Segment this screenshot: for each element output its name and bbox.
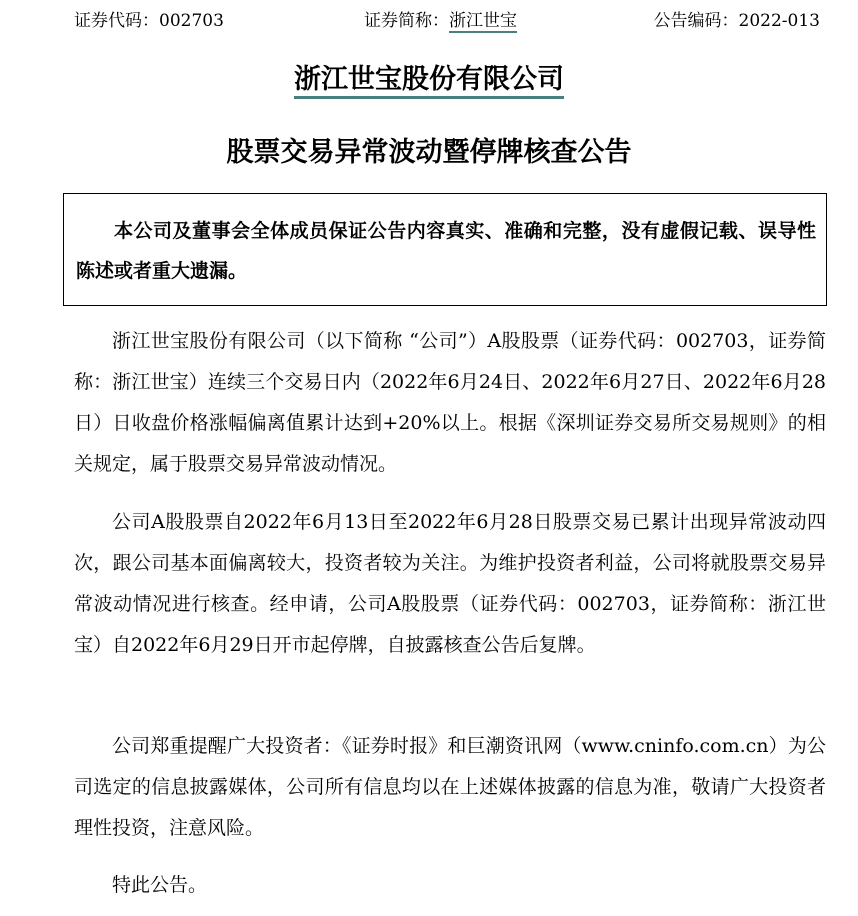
closing-line: 特此公告。 xyxy=(112,874,208,896)
security-code: 证券代码：002703 xyxy=(74,11,224,31)
body-paragraph-1: 浙江世宝股份有限公司（以下简称 “公司”）A股股票（证券代码：002703，证券简称：浙江世宝）连续三个交易日内（2022年6月24日、2022年6月27日、2022年6月28日）日收盘价格涨幅偏离值累计达到+20%以上。根据《深圳证券交易所交易规则》的相关规定，属于股票交易异常波动情况。 xyxy=(74,330,826,475)
disclaimer-text: 本公司及董事会全体成员保证公告内容真实、准确和完整，没有虚假记载、误导性陈述或者重大遗漏。 xyxy=(76,220,816,282)
short-name-label: 证券简称： xyxy=(364,11,449,31)
body-paragraph-2: 公司A股股票自2022年6月13日至2022年6月28日股票交易已累计出现异常波动四次，跟公司基本面偏离较大，投资者较为关注。为维护投资者利益，公司将就股票交易异常波动情况进行核查。经申请，公司A股股票（证券代码：002703，证券简称：浙江世宝）自2022年6月29日开市起停牌，自披露核查公告后复牌。 xyxy=(74,511,826,656)
disclaimer-box xyxy=(63,193,827,306)
short-name-link[interactable]: 浙江世宝 xyxy=(449,11,517,31)
notice-number: 公告编码：2022-013 xyxy=(653,11,820,31)
document-header xyxy=(74,8,820,34)
announcement-title: 股票交易异常波动暨停牌核查公告 xyxy=(226,137,632,168)
security-short-name xyxy=(364,8,517,34)
body-paragraph-3: 公司郑重提醒广大投资者：《证券时报》和巨潮资讯网（www.cninfo.com.cn）为公司选定的信息披露媒体，公司所有信息均以在上述媒体披露的信息为准，敬请广大投资者理性投资，注意风险。 xyxy=(74,735,826,839)
company-name-heading xyxy=(0,60,858,100)
company-name-link[interactable]: 浙江世宝股份有限公司 xyxy=(294,64,564,99)
